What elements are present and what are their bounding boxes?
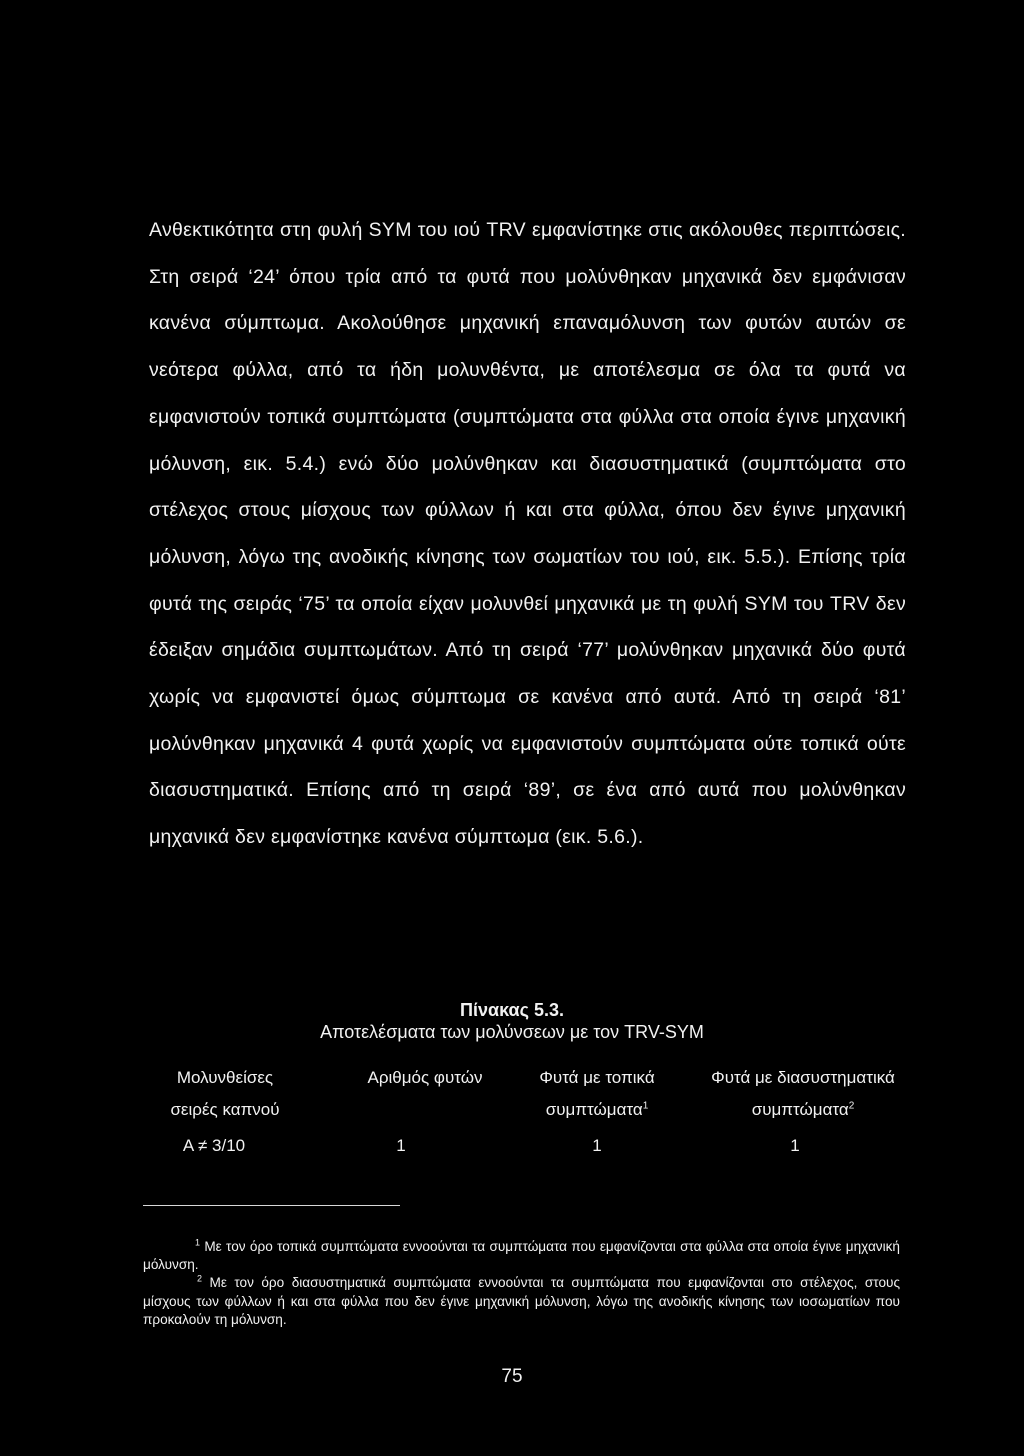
header-infected-lines: Μολυνθείσες [176,1068,274,1087]
footnotes [143,1238,900,1329]
footnote-2-text: Με τον όρο διασυστηματικά συμπτώματα εννοούνται τα συμπτώματα που εμφανίζονται στο στέλεχος, στους μίσχους των φύλλων ή και στα φύλλα που δεν έγινε μηχανική μόλυνση, λόγω της ανοδικής κίνησης των ιοσωματίων που προκαλούν τη μόλυνση. [143,1275,901,1327]
footnote-1-mark: 1 [195,1237,201,1248]
footnote-1 [143,1238,900,1274]
page-number: 75 [501,1366,523,1387]
footnote-2 [143,1274,900,1329]
table-title: Αποτελέσματα των μολύνσεων με τον TRV-SYM [320,1022,704,1042]
header-systemic-symptoms: Φυτά με διασυστηματικά [711,1068,895,1087]
table-cell-systemic: 1 [790,1136,800,1155]
header-plant-count: Αριθμός φυτών [367,1068,483,1087]
header-local-symptoms: Φυτά με τοπικά [539,1068,655,1087]
footnote-2-mark: 2 [197,1273,203,1284]
footnote-ref-2: 2 [848,1100,855,1112]
table-cell-line: A ≠ 3/10 [182,1136,246,1155]
header-systemic-symptoms-line2 [752,1100,855,1120]
header-systemic-symptoms-label: συμπτώματα [751,1100,849,1119]
header-tobacco-lines: σειρές καπνού [170,1100,280,1119]
body-paragraph: Ανθεκτικότητα στη φυλή SYM του ιού TRV εμφανίστηκε στις ακόλουθες περιπτώσεις. Στη σειρά ‘24’ όπου τρία από τα φυτά που μολύνθηκαν μηχανικά δεν εμφάνισαν κανένα σύμπτωμα. Ακολούθησε μηχανική επαναμόλυνση των φυτών αυτών σε νεότερα φύλλα, από τα ήδη μολυνθέντα, με αποτέλεσμα σε όλα τα φυτά να εμφανιστούν τοπικά συμπτώματα (συμπτώματα στα φύλλα στα οποία έγινε μηχανική μόλυνση, εικ. 5.4.) ενώ δύο μολύνθηκαν και διασυστηματικά (συμπτώματα στο στέλεχος στους μίσχους των φύλλων ή και στα φύλλα, όπου δεν έγινε μηχανική μόλυνση, λόγω της ανοδικής κίνησης των σωματίων του ιού, εικ. 5.5.). Επίσης τρία φυτά της σειράς ‘75’ τα οποία είχαν μολυνθεί μηχανικά με τη φυλή SYM του TRV δεν έδειξαν σημάδια συμπτωμάτων. Από τη σειρά ‘77’ μολύνθηκαν μηχανικά δύο φυτά χωρίς να εμφανιστεί όμως σύμπτωμα σε κανένα από αυτά. Από τη σειρά ‘81’ μολύνθηκαν μηχανικά 4 φυτά χωρίς να εμφανιστούν συμπτώματα ούτε τοπικά ούτε διασυστηματικά. Επίσης από τη σειρά ‘89’, σε ένα από αυτά που μολύνθηκαν μηχανικά δεν εμφανίστηκε κανένα σύμπτωμα (εικ. 5.6.). [149,219,906,849]
header-local-symptoms-label: συμπτώματα [545,1100,643,1119]
table-number: Πίνακας 5.3. [460,1000,564,1020]
table-cell-plants: 1 [396,1136,406,1155]
footnote-1-text: Με τον όρο τοπικά συμπτώματα εννοούνται τα συμπτώματα που εμφανίζονται στα φύλλα στα οποία έγινε μηχανική μόλυνση. [143,1239,900,1273]
footnote-ref-1: 1 [642,1100,649,1112]
header-local-symptoms-line2 [546,1100,649,1120]
table-cell-local: 1 [592,1136,602,1155]
footnote-rule [143,1205,400,1206]
